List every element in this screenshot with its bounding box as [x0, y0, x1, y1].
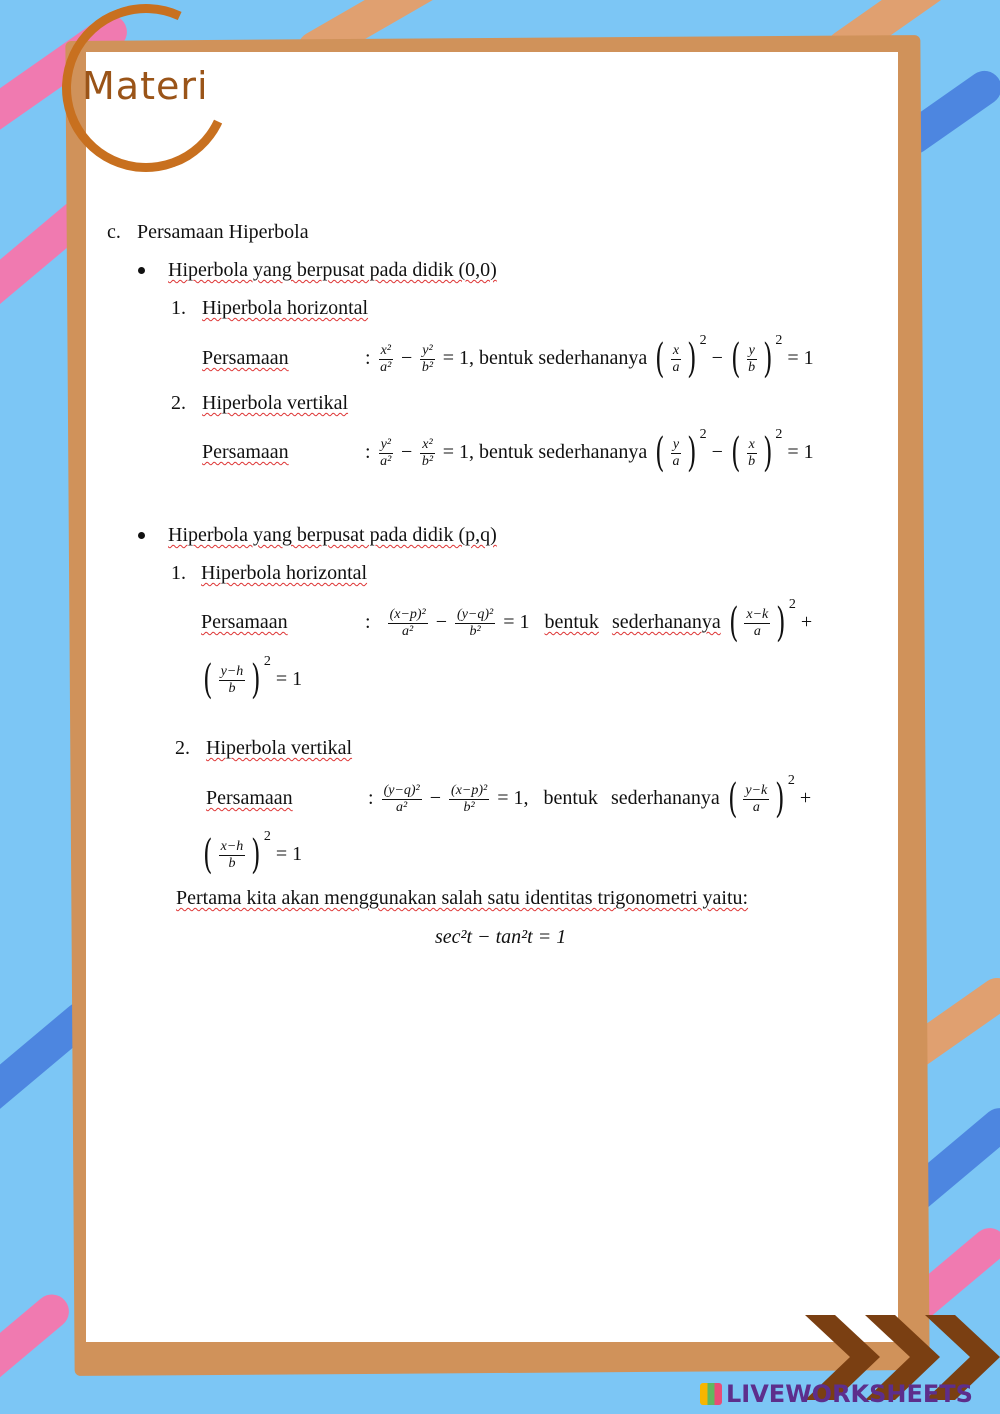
exponent: 2 — [787, 773, 795, 788]
item-number: 1. — [171, 297, 186, 319]
denominator: a — [672, 359, 680, 375]
exponent: 2 — [699, 427, 707, 442]
paren: ( — [203, 657, 213, 704]
equation-pq-horizontal — [365, 597, 813, 647]
numerator: (y−q)² — [457, 606, 494, 622]
item-title: Hiperbola horizontal — [201, 562, 368, 584]
fraction — [379, 343, 393, 376]
item-title: Hiperbola vertikal — [202, 392, 349, 414]
item-number: 2. — [175, 737, 190, 759]
fraction — [743, 783, 769, 816]
bullet-dot — [138, 532, 145, 539]
numerator: x — [672, 342, 680, 358]
exponent: 2 — [699, 333, 707, 348]
fraction — [219, 664, 246, 697]
exponent: 2 — [263, 654, 271, 669]
logo-icon — [700, 1383, 722, 1405]
tail: = 1 — [275, 668, 303, 690]
equation-pq-vertical-cont — [200, 829, 303, 879]
word-sederhananya: sederhananya — [610, 787, 720, 809]
item-number: 2. — [171, 392, 186, 414]
paren: ) — [762, 430, 773, 477]
identity-formula: sec²t − tan²t = 1 — [435, 926, 567, 948]
numerator: y — [672, 436, 680, 452]
tail: = 1 — [275, 843, 303, 865]
denominator: a — [753, 623, 761, 639]
numerator: x — [748, 436, 755, 452]
paren: ) — [687, 336, 697, 383]
badge-title: Materi — [82, 64, 209, 108]
fraction — [388, 607, 428, 640]
numerator: (y−q)² — [383, 782, 420, 798]
paren: ( — [728, 600, 739, 647]
fraction — [455, 607, 495, 640]
paren: ( — [203, 832, 213, 879]
fraction — [747, 437, 757, 470]
fraction — [219, 839, 246, 872]
bullet-dot — [138, 267, 145, 274]
equals-text: = 1 — [503, 611, 530, 633]
fraction — [744, 607, 770, 640]
denominator: a² — [380, 359, 392, 375]
paren: ( — [655, 336, 665, 383]
plus: + — [799, 787, 812, 809]
fraction — [420, 343, 434, 376]
denominator: a — [752, 799, 760, 815]
brand-text: LIVEWORKSHEETS — [726, 1380, 973, 1408]
equals-text: = 1, bentuk sederhananya — [442, 347, 648, 369]
equals-text: = 1, — [497, 787, 529, 809]
tail: = 1 — [787, 441, 814, 463]
item-title: Hiperbola horizontal — [202, 297, 369, 319]
denominator: b² — [469, 623, 481, 639]
denominator: a² — [396, 799, 408, 815]
paren: ) — [776, 600, 786, 647]
minus: − — [429, 787, 442, 809]
bullet-origin: Hiperbola yang berpusat pada didik (0,0) — [168, 259, 497, 281]
denominator: b² — [463, 799, 475, 815]
fraction — [420, 437, 434, 470]
paren: ) — [251, 657, 261, 704]
denominator: b² — [421, 359, 434, 375]
exponent: 2 — [263, 829, 271, 844]
word-bentuk: bentuk — [543, 787, 598, 809]
equals-text: = 1, bentuk sederhananya — [442, 441, 648, 463]
section-heading: Persamaan Hiperbola — [137, 221, 309, 243]
numerator: x−k — [746, 606, 769, 622]
denominator: a — [672, 453, 680, 469]
equation-label: Persamaan — [202, 347, 289, 369]
item-number: 1. — [171, 562, 186, 584]
exponent: 2 — [788, 597, 796, 612]
equation-label: Persamaan — [206, 787, 293, 809]
equation-pq-vertical — [368, 773, 812, 823]
item-title: Hiperbola vertikal — [206, 737, 353, 759]
minus: − — [711, 347, 723, 369]
numerator: y−h — [220, 663, 244, 679]
denominator: a² — [380, 453, 392, 469]
exponent: 2 — [775, 333, 783, 348]
denominator: b — [748, 359, 756, 375]
equation-origin-horizontal — [365, 333, 814, 383]
denominator: b² — [421, 453, 434, 469]
equation-label: Persamaan — [202, 441, 289, 463]
equation-label: Persamaan — [201, 611, 288, 633]
identity-intro: Pertama kita akan menggunakan salah satu identitas trigonometri yaitu: — [176, 887, 749, 909]
numerator: y² — [422, 342, 433, 358]
equation-origin-vertical — [365, 427, 814, 477]
paren: ) — [775, 776, 785, 823]
numerator: y−k — [745, 782, 768, 798]
decor-stripe — [0, 1288, 76, 1410]
bullet-pq: Hiperbola yang berpusat pada didik (p,q) — [168, 524, 497, 546]
minus: − — [400, 441, 413, 463]
paren: ( — [727, 776, 738, 823]
numerator: (x−p)² — [451, 782, 488, 798]
numerator: (x−p)² — [389, 606, 426, 622]
fraction — [379, 437, 393, 470]
fraction — [671, 343, 681, 376]
denominator: a² — [402, 623, 414, 639]
minus: − — [435, 611, 448, 633]
colon: : — [368, 787, 374, 809]
word-bentuk: bentuk — [544, 611, 599, 633]
denominator: b — [228, 680, 236, 696]
fraction — [747, 343, 757, 376]
paren: ) — [762, 336, 773, 383]
section-marker: c. — [107, 221, 121, 243]
paren: ( — [731, 336, 741, 383]
paren: ( — [731, 430, 741, 477]
fraction — [382, 783, 422, 816]
minus: − — [400, 347, 413, 369]
liveworksheets-logo — [700, 1380, 973, 1408]
numerator: y² — [380, 436, 391, 452]
colon: : — [365, 347, 371, 369]
equation-pq-horizontal-cont — [200, 654, 303, 704]
colon: : — [365, 611, 371, 633]
minus: − — [711, 441, 723, 463]
numerator: x−h — [220, 838, 244, 854]
fraction — [671, 437, 681, 470]
colon: : — [365, 441, 371, 463]
denominator: b — [748, 453, 756, 469]
numerator: x² — [380, 342, 391, 358]
paren: ) — [687, 430, 697, 477]
word-sederhananya: sederhananya — [611, 611, 721, 633]
fraction — [449, 783, 489, 816]
numerator: y — [748, 342, 755, 358]
paren: ( — [655, 430, 665, 477]
tail: = 1 — [787, 347, 814, 369]
denominator: b — [228, 855, 236, 871]
plus: + — [800, 611, 813, 633]
numerator: x² — [422, 436, 433, 452]
paren: ) — [251, 832, 261, 879]
exponent: 2 — [775, 427, 783, 442]
